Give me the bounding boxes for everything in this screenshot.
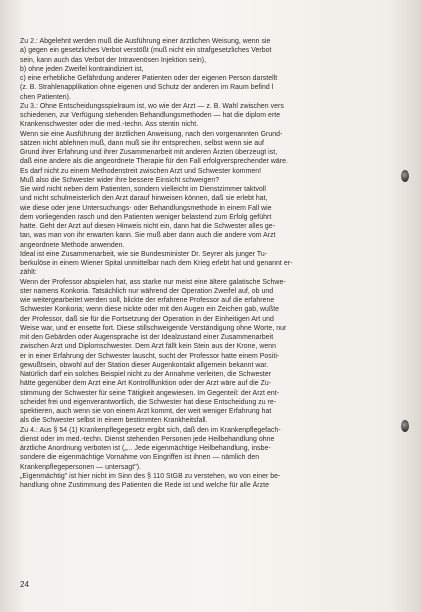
text-line: Schwester Konkoria; wenn diese nickte oder mit den Augen ein Zeichen gab, wußte [20,306,280,314]
text-line: Ideal ist eine Zusammenarbeit, wie sie Bundesminister Dr. Seyrer als junger Tu- [20,250,268,258]
text-line: berkulöse in einem Wiener Spital unmittelbar nach dem Krieg erlebt hat und genannt er- [20,260,293,267]
text-line: „Eigenmächtig" ist hier nicht im Sinn des § 110 StGB zu verstehen, wo von einer be- [20,472,281,480]
text-line: chen Patienten). [20,93,71,101]
punch-hole-top [401,170,409,182]
text-line: der Professor, daß sie für die Fortsetzung der Operation in der Einheitigen Art und [20,315,274,323]
page-number: 24 [20,580,29,589]
text-line: scheidet frei und eigenverantwortlich, die Schwester hat diese Entscheidung zu re- [20,398,277,406]
text-line: ster namens Konkoria. Tatsächlich nur während der Operation Zweifel auf, ob und [20,287,274,295]
text-line: wie diese oder jene Untersuchungs- oder Behandlungsmethode in einem Fall wie [20,204,272,212]
text-line: Es darf nicht zu einem Methodenstreit zwischen Arzt und Schwester kommen! [20,167,262,175]
text-line: sätzen nicht ablehnen muß, dann muß sie ihr entsprechen, selbst wenn sie auf [20,139,264,147]
text-line: Wenn der Professor abspielen hat, ass starke nur meist eine ältere galatische Schwe- [20,278,286,286]
text-line: mit den Gebärden oder Augensprache ist der Idealzustand einer Zusammenarbeit [20,334,274,341]
text-line: Natürlich darf ein solches Beispiel nicht zu der Annahme verleiten, die Schwester [20,371,272,378]
text-line: c) eine erhebliche Gefährdung anderer Patienten oder der eigenen Person darstellt [20,75,278,82]
text-line: angeordnete Methode anwenden. [20,241,125,249]
text-line: Weise war, und er ensette fort. Diese stillschweigende Verständigung ohne Worte, nur [20,324,287,332]
text-line: als die Schwester selbst in einem bestimmten Krankheitsfall. [20,417,208,425]
text-line: Zu 2.: Abgelehnt werden muß die Ausführung einer ärztlichen Weisung, wenn sie [20,38,271,45]
text-line: (z. B. Strahlenapplikation ohne eigenen und Schutz der anderen im Raum befind l [20,84,274,92]
text-line: er in einer Erfahrung der Schwester lauscht, sucht der Professor hatte einem Positi- [20,352,280,360]
text-line: Grund ihrer Erfahrung und ihrer Zusammenarbeit mit anderen Ärzten überzeugt ist, [20,149,278,156]
text-line: und nicht schulmeisterlich den Arzt darauf hinweisen können, daß sie erlebt hat, [20,195,268,203]
text-line: gewußtsein, obwohl auf der Station dieser Augenkontakt allgemein bekannt war. [20,361,269,369]
text-line: spektieren, auch wenn sie von einem Arzt kommt, der weit weniger Erfahrung hat [20,408,272,415]
text-line: Zu 3.: Ohne Entscheidungsspielraum ist, wo wie der Arzt — z. B. Wahl zwischen vers [20,102,284,110]
text-line: daß eine andere als die angeordnete Therapie für den Fall erfolgversprechender wäre. [20,158,288,166]
text-line: Krankenpflegepersonen — untersagt"). [20,463,142,471]
text-line: zwischen Arzt und Diplomschwester. Dem Arzt fällt kein Stein aus der Krone, wenn [20,343,277,351]
text-line: Zu 4.: Aus § 54 (1) Krankenpflegegesetz ergibt sich, daß den im Krankenpflegefach- [20,426,281,434]
text-line: Wenn sie eine Ausführung der ärztlichen Anweisung, nach den vorgenannten Grund- [20,130,283,138]
text-line: Krankenschwester oder die med.-techn. Ass stentin nicht. [20,121,199,129]
text-line: ärztliche Anordnung verboten ist („... Jede eigenmächtige Heilbehandlung, insbe- [20,445,271,452]
text-line: tan, was man von ihr erwarten kann. Sie muß aber dann auch die andere vom Arzt [20,232,276,240]
text-line: stimmung der Schwester für seine Tätigkeit angewiesen. Im Gegenteil: der Arzt ent- [20,389,280,397]
text-line: sein, kann auch das Verbot der Intravenösen Injektion sein), [20,56,207,64]
text-line: schiedenen, zur Verfügung stehenden Behandlungsmethoden — hat die diplom erte [20,112,281,119]
text-line: zählt: [20,269,37,277]
text-line: Sie wird nicht neben dem Patienten, sondern vielleicht im Dienstzimmer taktvoll [20,186,266,193]
text-line: a) gegen ein gesetzliches Verbot verstößt (muß nicht ein strafgesetzliches Verbot [20,47,272,55]
body-text [20,37,402,490]
punch-hole-bottom [401,420,409,432]
text-line: hatte. Geht der Arzt auf diesen Hinweis nicht ein, dann hat die Schwester alles ge- [20,223,276,230]
text-line: wie weitergearbeitet werden soll, blickte der erfahrene Professor auf die erfahrene [20,297,275,304]
text-line: dienst oder im med.-techn. Dienst stehenden Personen jede Heilbehandlung ohne [20,435,275,443]
text-line: sondere die eigenmächtige Vornahme von Eingriffen ist ihnen — nämlich den [20,454,260,462]
text-line: handlung ohne Zustimmung des Patienten die Rede ist und welche für alle Ärzte [20,482,269,489]
text-line: b) ohne jeden Zweifel kontraindiziert ist, [20,65,144,73]
text-line: dem vorliegenden rasch und den Patienten weniger belastend zum Erfolg geführt [20,213,272,221]
text-line: hätte gegenüber dem Arzt eine Art Kontrollfunktion oder der Arzt wäre auf die Zu- [20,380,272,388]
text-line: Muß also die Schwester wider ihre bessere Einsicht schweigen? [20,176,220,184]
